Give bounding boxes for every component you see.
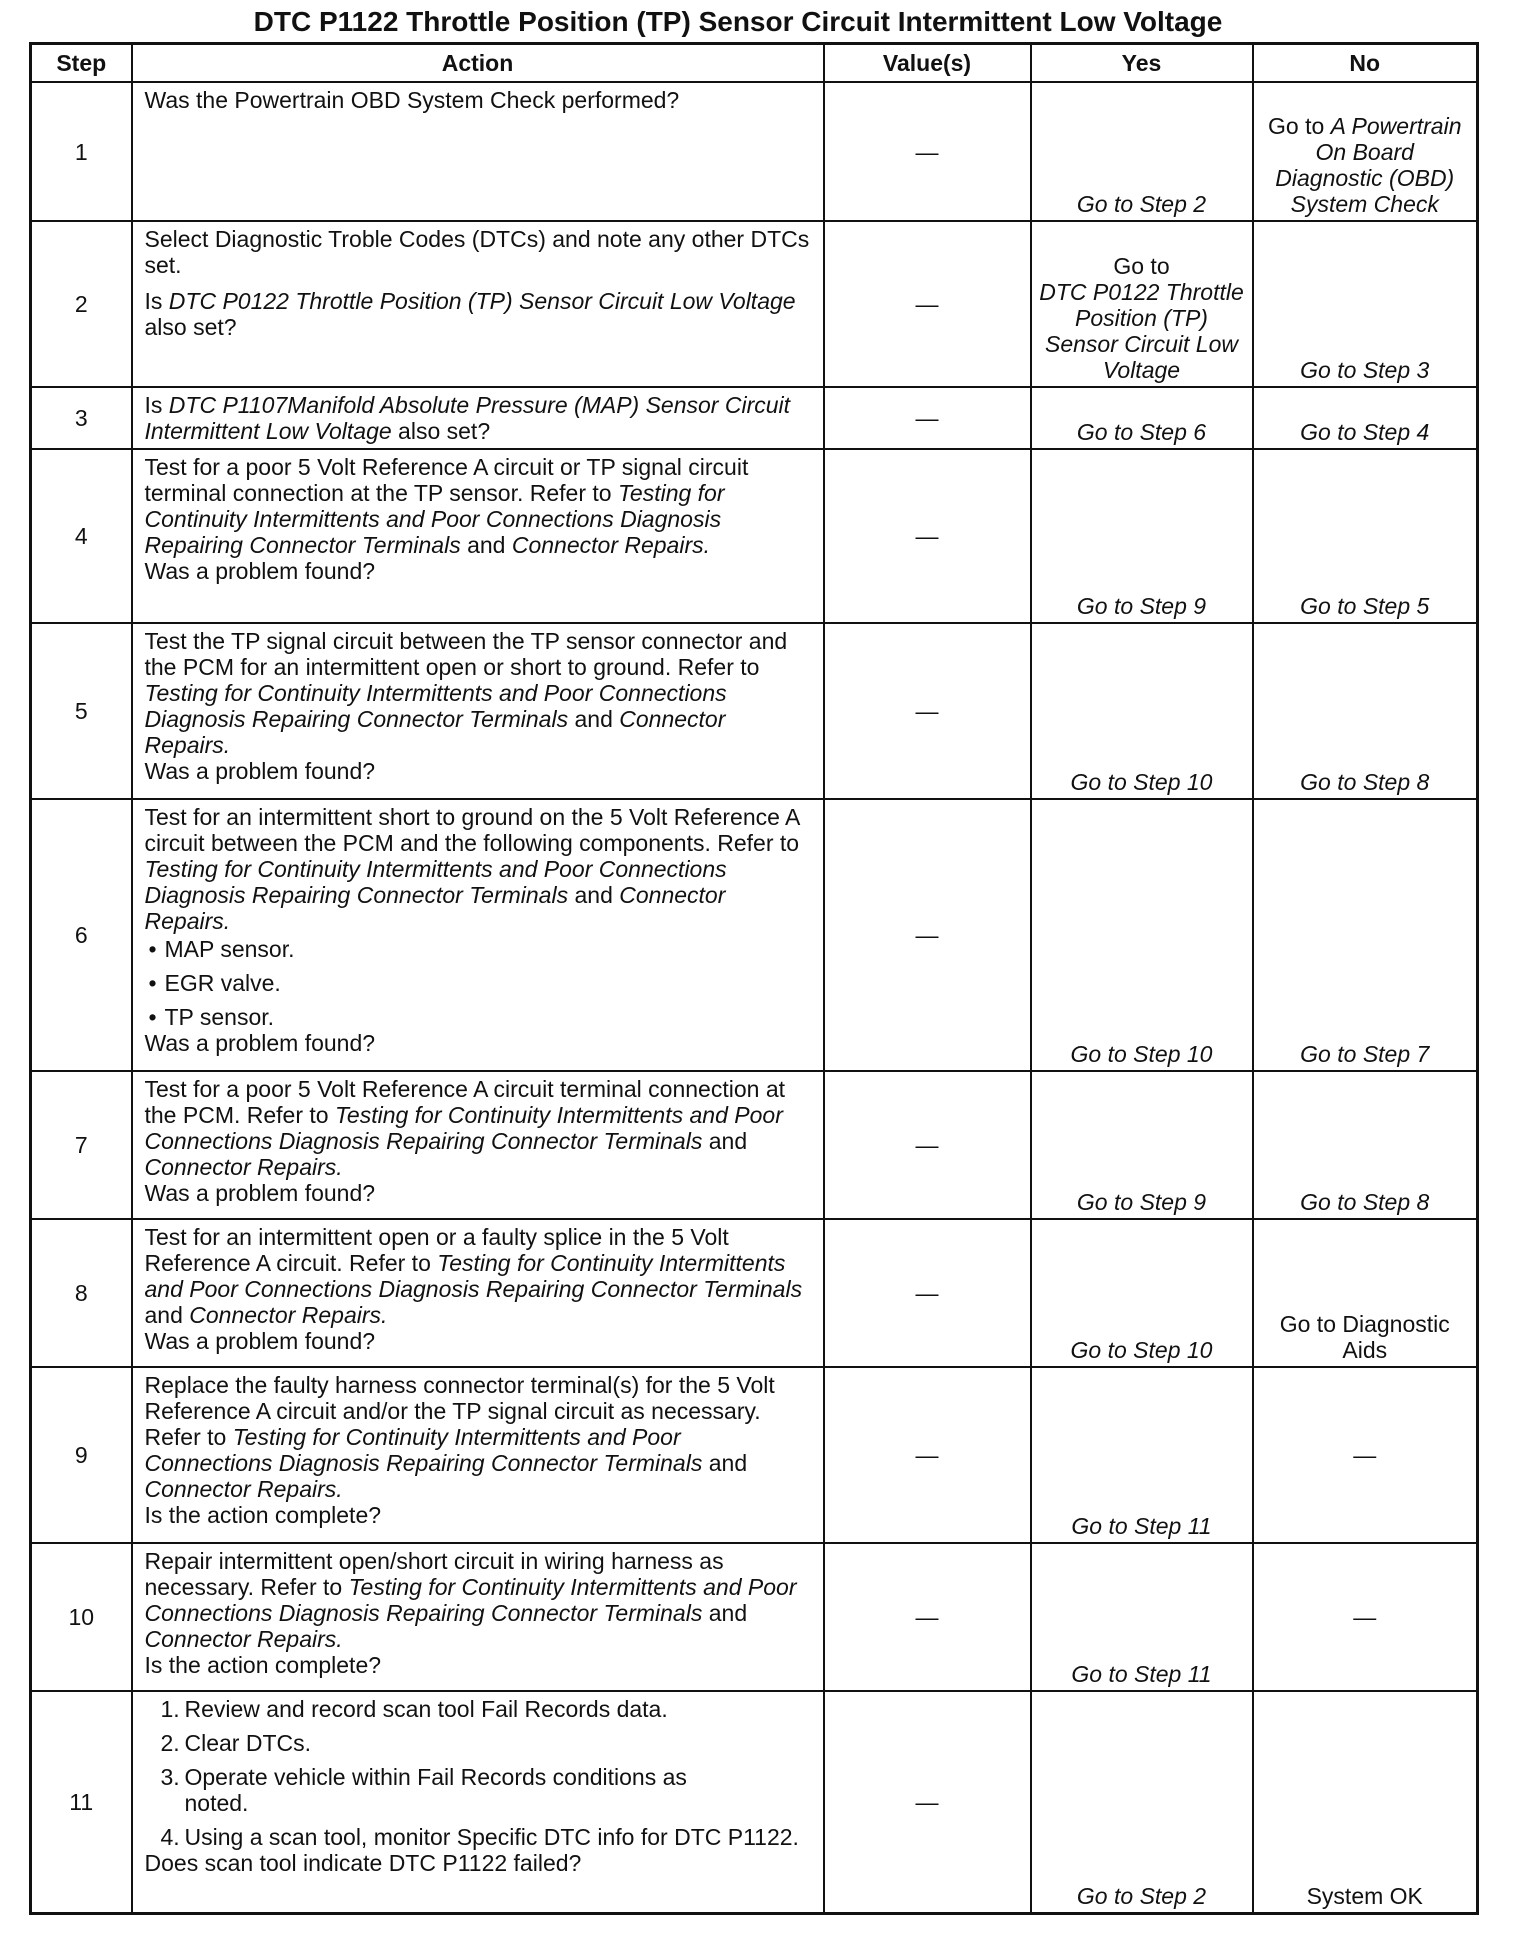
step-number: 5 xyxy=(31,623,132,799)
no-cell: Go to Step 5 xyxy=(1253,449,1478,623)
value-cell: — xyxy=(824,799,1031,1071)
yes-cell xyxy=(1031,221,1253,387)
reference: Testing for Continuity Intermittents and Poor Connections Diagnosis Repairing Connector Terminals xyxy=(144,856,727,908)
reference: Connector Repairs. xyxy=(511,532,711,558)
yes-cell: Go to Step 10 xyxy=(1031,1219,1253,1367)
text-part: and xyxy=(144,1302,190,1328)
step-number: 11 xyxy=(31,1691,132,1913)
item-number: 2. xyxy=(160,1730,180,1756)
action-cell xyxy=(132,623,824,799)
table-row xyxy=(31,1367,1478,1543)
table-row xyxy=(31,1543,1478,1691)
action-cell xyxy=(132,1691,824,1913)
step-number: 2 xyxy=(31,221,132,387)
step-number: 8 xyxy=(31,1219,132,1367)
question-text xyxy=(145,288,813,340)
table-row xyxy=(31,221,1478,387)
question-text: Is the action complete? xyxy=(144,1652,382,1678)
value-cell: — xyxy=(824,1071,1031,1219)
table-row xyxy=(31,1691,1478,1913)
action-text xyxy=(145,1076,813,1180)
question-text: Is the action complete? xyxy=(144,1502,382,1528)
no-cell: System OK xyxy=(1253,1691,1478,1913)
text-part: and xyxy=(568,882,620,908)
reference: Connector Repairs. xyxy=(144,1476,343,1502)
text-part: also set? xyxy=(391,418,491,444)
yes-cell: Go to Step 9 xyxy=(1031,449,1253,623)
action-cell xyxy=(132,82,824,221)
reference: Connector Repairs. xyxy=(144,882,726,934)
value-cell: — xyxy=(824,387,1031,449)
text-part: and xyxy=(702,1600,748,1626)
no-cell: Go to Step 4 xyxy=(1253,387,1478,449)
diagnostic-table xyxy=(29,42,1479,1915)
item-text: Operate vehicle within Fail Records conditions as noted. xyxy=(184,1764,687,1816)
action-cell xyxy=(132,1367,824,1543)
list-item xyxy=(145,1764,813,1816)
reference: Testing for Continuity Intermittents and Poor Connections Diagnosis Repairing Connector Terminals xyxy=(144,1574,797,1626)
yes-cell: Go to Step 2 xyxy=(1031,82,1253,221)
value-cell: — xyxy=(824,1219,1031,1367)
header-action: Action xyxy=(132,44,824,83)
text-part: Test for a poor 5 Volt Reference A circuit or TP signal circuit terminal connection at the TP sensor. Refer to xyxy=(144,454,749,506)
text-part: and xyxy=(702,1128,748,1154)
no-prefix: Go to xyxy=(1268,113,1331,139)
question-text: Was a problem found? xyxy=(144,1180,376,1206)
header-values: Value(s) xyxy=(824,44,1031,83)
table-row xyxy=(31,1071,1478,1219)
action-cell xyxy=(132,1543,824,1691)
action-text xyxy=(145,1224,813,1328)
item-text: Using a scan tool, monitor Specific DTC info for DTC P1122. xyxy=(184,1824,799,1850)
header-yes: Yes xyxy=(1031,44,1253,83)
text-part: and xyxy=(702,1450,748,1476)
list-item xyxy=(145,1730,813,1756)
reference: Connector Repairs. xyxy=(144,1626,343,1652)
text-part: also set? xyxy=(144,314,237,340)
action-cell xyxy=(132,1071,824,1219)
step-number: 1 xyxy=(31,82,132,221)
page-title: DTC P1122 Throttle Position (TP) Sensor Circuit Intermittent Low Voltage xyxy=(253,6,1223,37)
value-cell: — xyxy=(824,1691,1031,1913)
step-number: 4 xyxy=(31,449,132,623)
dtc-reference: DTC P1107Manifold Absolute Pressure (MAP) Sensor Circuit Intermittent Low Voltage xyxy=(144,392,791,444)
yes-cell: Go to Step 9 xyxy=(1031,1071,1253,1219)
step-number: 3 xyxy=(31,387,132,449)
no-cell xyxy=(1253,82,1478,221)
action-text xyxy=(145,1372,813,1502)
question-text: Was a problem found? xyxy=(144,1030,376,1056)
action-cell xyxy=(132,221,824,387)
value-cell: — xyxy=(824,449,1031,623)
action-cell xyxy=(132,799,824,1071)
text-part: and xyxy=(460,532,512,558)
action-text xyxy=(145,804,813,934)
text-part: Test for an intermittent open or a faulty splice in the 5 Volt Reference A circuit. Refer to xyxy=(144,1224,729,1276)
yes-cell: Go to Step 10 xyxy=(1031,623,1253,799)
reference: Testing for Continuity Intermittents and Poor Connections Diagnosis Repairing Connector Terminals xyxy=(144,1250,803,1302)
yes-cell: Go to Step 6 xyxy=(1031,387,1253,449)
no-cell: Go to Step 8 xyxy=(1253,1071,1478,1219)
list-item: • TP sensor. xyxy=(145,1004,813,1030)
table-row xyxy=(31,1219,1478,1367)
question-text: Was the Powertrain OBD System Check performed? xyxy=(144,87,680,113)
yes-link: DTC P0122 Throttle Position (TP) Sensor Circuit Low Voltage xyxy=(1039,279,1244,383)
yes-cell: Go to Step 2 xyxy=(1031,1691,1253,1913)
question-text: Was a problem found? xyxy=(144,1328,376,1354)
list-item xyxy=(145,1824,813,1850)
list-item: • MAP sensor. xyxy=(145,936,813,962)
table-row xyxy=(31,82,1478,221)
text-part: Test the TP signal circuit between the TP sensor connector and the PCM for an intermittent open or short to ground. Refer to xyxy=(144,628,788,680)
yes-cell: Go to Step 11 xyxy=(1031,1367,1253,1543)
item-text: Review and record scan tool Fail Records data. xyxy=(184,1696,668,1722)
text-part: Is xyxy=(144,288,169,314)
value-cell: — xyxy=(824,623,1031,799)
question-text: Does scan tool indicate DTC P1122 failed? xyxy=(144,1850,582,1876)
no-cell: Go to Diagnostic Aids xyxy=(1253,1219,1478,1367)
reference: Connector Repairs. xyxy=(189,1302,388,1328)
action-text: Select Diagnostic Troble Codes (DTCs) and note any other DTCs set. xyxy=(144,226,810,278)
yes-prefix: Go to xyxy=(1113,253,1170,279)
step-number: 6 xyxy=(31,799,132,1071)
step-number: 10 xyxy=(31,1543,132,1691)
table-row xyxy=(31,387,1478,449)
yes-cell: Go to Step 10 xyxy=(1031,799,1253,1071)
item-number: 4. xyxy=(160,1824,180,1850)
table-row xyxy=(31,623,1478,799)
yes-cell: Go to Step 11 xyxy=(1031,1543,1253,1691)
item-number: 1. xyxy=(160,1696,180,1722)
no-link: A Powertrain On Board Diagnostic (OBD) System Check xyxy=(1275,113,1462,217)
question-text: Was a problem found? xyxy=(144,758,376,784)
item-number: 3. xyxy=(160,1764,180,1790)
header-step: Step xyxy=(31,44,132,83)
text-part: Repair intermittent open/short circuit in wiring harness as necessary. Refer to xyxy=(144,1548,724,1600)
header-no: No xyxy=(1253,44,1478,83)
text-part: Test for an intermittent short to ground on the 5 Volt Reference A circuit between the PCM and the following components. Refer to xyxy=(144,804,800,856)
dtc-reference: DTC P0122 Throttle Position (TP) Sensor Circuit Low Voltage xyxy=(168,288,796,314)
action-cell xyxy=(132,449,824,623)
reference: Testing for Continuity Intermittents and Poor Connections Diagnosis Repairing Connector Terminals xyxy=(144,480,725,558)
value-cell: — xyxy=(824,82,1031,221)
action-text xyxy=(145,1548,813,1652)
text-part: Replace the faulty harness connector terminal(s) for the 5 Volt Reference A circuit and/or the TP signal circuit as necessary. Refer to xyxy=(144,1372,775,1450)
no-cell: — xyxy=(1253,1543,1478,1691)
action-text xyxy=(145,454,813,558)
reference: Connector Repairs. xyxy=(144,1154,343,1180)
value-cell: — xyxy=(824,1543,1031,1691)
step-number: 9 xyxy=(31,1367,132,1543)
reference: Testing for Continuity Intermittents and Poor Connections Diagnosis Repairing Connector Terminals xyxy=(144,1102,783,1154)
action-text xyxy=(145,628,813,758)
value-cell: — xyxy=(824,221,1031,387)
question-text: Was a problem found? xyxy=(144,558,376,584)
reference: Connector Repairs. xyxy=(144,706,726,758)
no-cell: Go to Step 7 xyxy=(1253,799,1478,1071)
list-item: • EGR valve. xyxy=(145,970,813,996)
step-number: 7 xyxy=(31,1071,132,1219)
table-row xyxy=(31,449,1478,623)
value-cell: — xyxy=(824,1367,1031,1543)
table-row xyxy=(31,799,1478,1071)
text-part: Is xyxy=(144,392,169,418)
reference: Testing for Continuity Intermittents and Poor Connections Diagnosis Repairing Connector Terminals xyxy=(144,1424,703,1476)
question-text xyxy=(145,392,813,444)
list-item xyxy=(145,1696,813,1722)
text-part: and xyxy=(568,706,620,732)
header-row xyxy=(31,44,1478,83)
no-cell: Go to Step 8 xyxy=(1253,623,1478,799)
text-part: Test for a poor 5 Volt Reference A circuit terminal connection at the PCM. Refer to xyxy=(144,1076,786,1128)
no-cell: — xyxy=(1253,1367,1478,1543)
item-text: Clear DTCs. xyxy=(184,1730,312,1756)
reference: Testing for Continuity Intermittents and Poor Connections Diagnosis Repairing Connector Terminals xyxy=(144,680,727,732)
no-cell: Go to Step 3 xyxy=(1253,221,1478,387)
action-cell xyxy=(132,387,824,449)
action-cell xyxy=(132,1219,824,1367)
procedure-list xyxy=(145,1696,813,1850)
component-list xyxy=(145,936,813,1030)
